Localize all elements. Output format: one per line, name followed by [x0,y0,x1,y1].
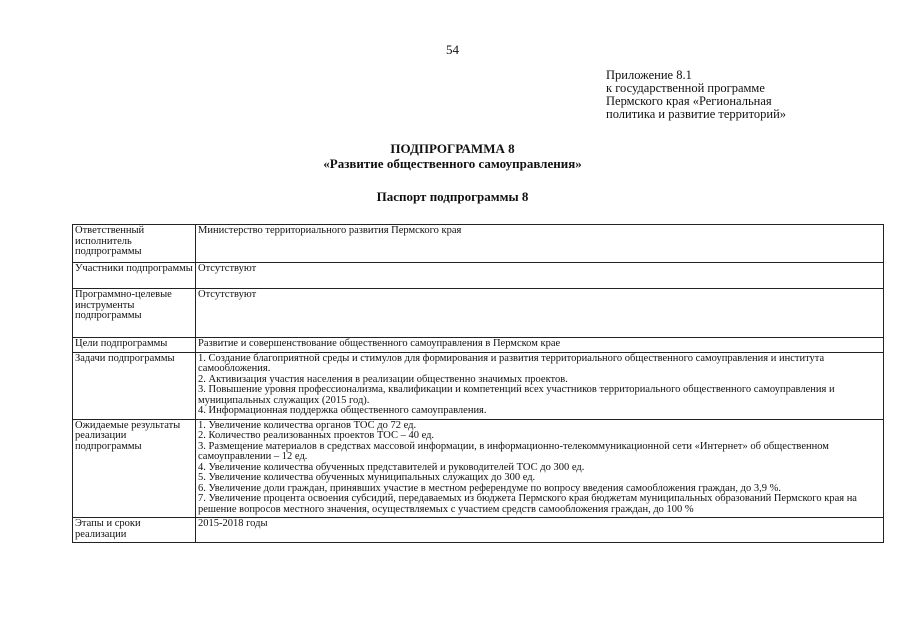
appendix-line: Пермского края «Региональная [606,94,772,108]
row-content [196,263,884,289]
row-line: Развитие и совершенствование общественного самоуправления в Пермском крае [198,338,561,349]
row-line: Министерство территориального развития Пермского края [198,225,462,236]
row-line: 1. Создание благоприятной среды и стимулов для формирования и развития территориального общественного самоуправления и института самообложения. [198,352,825,374]
row-line: 3. Размещение материалов в средствах массовой информации, в информационно-телекоммуникационной сети «Интернет» об общественном самоуправлении – 12 ед. [198,440,829,462]
appendix-line: к государственной программе [606,81,765,95]
appendix-line: политика и развитие территорий» [606,107,787,121]
passport-table [72,224,884,543]
row-content [196,518,884,543]
row-line: Отсутствуют [198,289,257,300]
row-label: Участники подпрограммы [73,263,196,289]
appendix-note [606,69,786,121]
row-line: 2. Активизация участия населения в реализации общественно значимых проектов. [198,373,568,385]
row-content [196,352,884,419]
row-line: 1. Увеличение количества органов ТОС до 72 ед. [198,419,417,431]
row-line: 4. Информационная поддержка общественного самоуправления. [198,405,487,416]
table-row [73,225,884,263]
row-line: Отсутствуют [198,263,257,274]
row-line: 7. Увеличение процента освоения субсидий, передаваемых из бюджета Пермского края бюджетам муниципальных образований Пермского края на решение вопросов местного значения, осуществляемых с участием средств самообложения граждан, до 100 % [198,493,857,515]
row-label: Задачи подпрограммы [73,352,196,419]
row-line: 5. Увеличение количества обученных муниципальных служащих до 300 ед. [198,472,536,483]
table-row [73,352,884,419]
document-subtitle: «Развитие общественного самоуправления» [323,156,582,171]
row-line: 2. Количество реализованных проектов ТОС – 40 ед. [198,430,435,441]
passport-title: Паспорт подпрограммы 8 [376,189,529,204]
table-row [73,518,884,543]
row-content [196,225,884,263]
row-content [196,289,884,338]
row-label: Программно-целевые инструменты подпрограммы [73,289,196,338]
row-label: Этапы и сроки реализации [73,518,196,543]
row-line: 4. Увеличение количества обученных представителей и руководителей ТОС до 300 ед. [198,461,585,473]
row-label: Цели подпрограммы [73,338,196,353]
appendix-line: Приложение 8.1 [606,68,692,82]
row-label: Ожидаемые результаты реализации подпрограммы [73,419,196,518]
row-content [196,419,884,518]
table-row [73,419,884,518]
row-content [196,338,884,353]
row-line: 6. Увеличение доли граждан, принявших участие в местном референдуме по вопросу введения самообложения граждан, до 3,9 %. [198,482,782,494]
document-title: ПОДПРОГРАММА 8 [390,141,515,156]
table-row [73,289,884,338]
table-row [73,263,884,289]
row-label: Ответственный исполнитель подпрограммы [73,225,196,263]
row-line: 3. Повышение уровня профессионализма, квалификации и компетенций всех участников территориального общественного самоуправления и муниципальных служащих (2015 год). [198,384,835,406]
table-row [73,338,884,353]
page-number: 54 [446,42,459,57]
row-line: 2015-2018 годы [198,518,268,529]
